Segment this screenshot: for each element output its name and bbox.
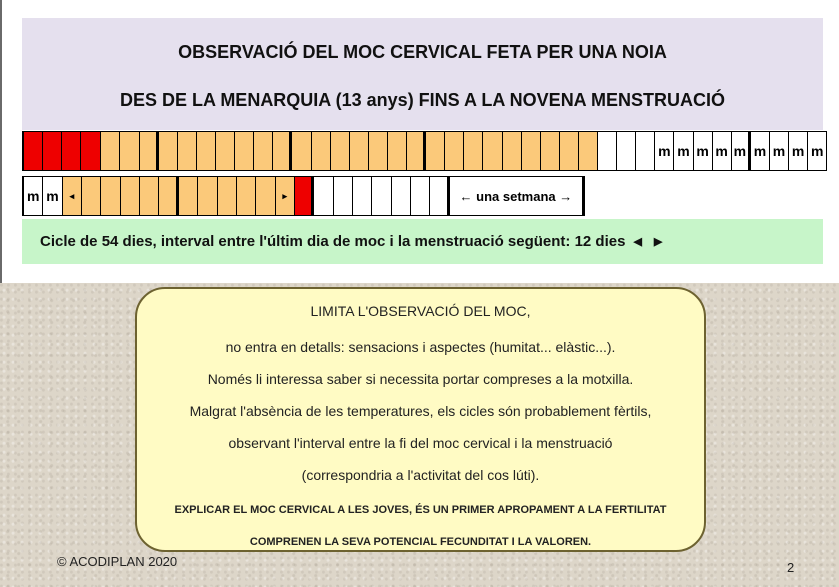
day-cell — [503, 131, 522, 171]
note-emphasis-line: EXPLICAR EL MOC CERVICAL A LES JOVES, ÉS UN PRIMER APROPAMENT A LA FERTILITAT — [174, 504, 667, 516]
day-cell — [350, 131, 369, 171]
menstruation-cell: m — [674, 131, 693, 171]
note-box — [135, 287, 706, 552]
copyright: © ACODIPLAN 2020 — [57, 554, 178, 569]
day-cell — [353, 176, 372, 216]
menstruation-cell: m — [43, 176, 62, 216]
day-cell — [179, 176, 198, 216]
note-line: observant l'interval entre la fi del moc cervical i la menstruació — [228, 435, 613, 451]
day-cell — [198, 176, 217, 216]
day-cell — [292, 131, 311, 171]
day-cell — [43, 131, 62, 171]
day-cell — [218, 176, 237, 216]
day-cell — [178, 131, 197, 171]
menstruation-cell: m — [655, 131, 674, 171]
menstruation-cell: m — [24, 176, 43, 216]
day-cell — [522, 131, 541, 171]
note-line: (correspondria a l'activitat del cos lúti). — [301, 467, 540, 483]
day-cell — [388, 131, 407, 171]
day-cell — [256, 176, 275, 216]
day-cell — [579, 131, 598, 171]
arrow-right-marker: ▸ — [276, 176, 295, 216]
note-line: Només li interessa saber si necessita portar compreses a la motxilla. — [207, 371, 634, 387]
day-cell — [411, 176, 430, 216]
summary-text: Cicle de 54 dies, interval entre l'últim dia de moc i la menstruació següent: 12 dies — [40, 233, 626, 250]
day-cell — [81, 131, 101, 171]
day-cell — [560, 131, 579, 171]
cycle-summary — [22, 219, 823, 264]
menstruation-cell: m — [808, 131, 827, 171]
day-cell — [82, 176, 101, 216]
day-cell — [312, 131, 331, 171]
day-cell — [369, 131, 388, 171]
day-cell — [426, 131, 445, 171]
day-cell — [273, 131, 292, 171]
day-cell — [334, 176, 353, 216]
day-cell — [197, 131, 216, 171]
menstruation-cell: m — [732, 131, 751, 171]
left-divider — [0, 0, 2, 283]
day-cell — [121, 176, 140, 216]
menstruation-cell: m — [713, 131, 732, 171]
day-cell — [541, 131, 560, 171]
note-emphasis-line: COMPRENEN LA SEVA POTENCIAL FECUNDITAT I LA VALOREN. — [249, 536, 592, 548]
menstruation-cell: m — [770, 131, 789, 171]
title-line-1: OBSERVACIÓ DEL MOC CERVICAL FETA PER UNA NOIA — [178, 42, 667, 62]
day-cell — [331, 131, 350, 171]
calendar-row-2 — [22, 176, 585, 216]
day-cell — [140, 176, 159, 216]
day-cell — [314, 176, 333, 216]
day-cell — [237, 176, 256, 216]
day-cell — [24, 131, 43, 171]
day-cell — [254, 131, 273, 171]
title-line-2: DES DE LA MENARQUIA (13 anys) FINS A LA NOVENA MENSTRUACIÓ — [119, 90, 726, 110]
day-cell — [216, 131, 235, 171]
day-cell — [598, 131, 617, 171]
arrow-left-marker: ◂ — [63, 176, 82, 216]
note-line: Malgrat l'absència de les temperatures, els cicles són probablement fèrtils, — [189, 403, 652, 419]
day-cell — [483, 131, 502, 171]
prev-arrow-icon[interactable]: ◀ — [633, 236, 642, 248]
menstruation-cell: m — [694, 131, 713, 171]
day-cell — [464, 131, 483, 171]
menstruation-cell: m — [789, 131, 808, 171]
day-cell — [159, 176, 178, 216]
day-cell — [636, 131, 655, 171]
day-cell — [101, 176, 120, 216]
day-cell — [430, 176, 449, 216]
day-cell — [159, 131, 178, 171]
day-cell — [101, 131, 120, 171]
day-cell — [295, 176, 314, 216]
week-label: ← una setmana → — [450, 176, 585, 216]
day-cell — [120, 131, 139, 171]
day-cell — [392, 176, 411, 216]
day-cell — [140, 131, 159, 171]
title-panel — [22, 18, 823, 130]
note-line: LIMITA L'OBSERVACIÓ DEL MOC, — [310, 303, 531, 319]
day-cell — [372, 176, 391, 216]
day-cell — [445, 131, 464, 171]
day-cell — [62, 131, 81, 171]
calendar-row-1 — [22, 131, 827, 171]
page-number: 2 — [787, 560, 795, 575]
day-cell — [235, 131, 254, 171]
day-cell — [617, 131, 636, 171]
next-arrow-icon[interactable]: ▶ — [653, 236, 663, 248]
menstruation-cell: m — [751, 131, 770, 171]
day-cell — [407, 131, 426, 171]
note-line: no entra en detalls: sensacions i aspectes (humitat... elàstic...). — [225, 339, 616, 355]
